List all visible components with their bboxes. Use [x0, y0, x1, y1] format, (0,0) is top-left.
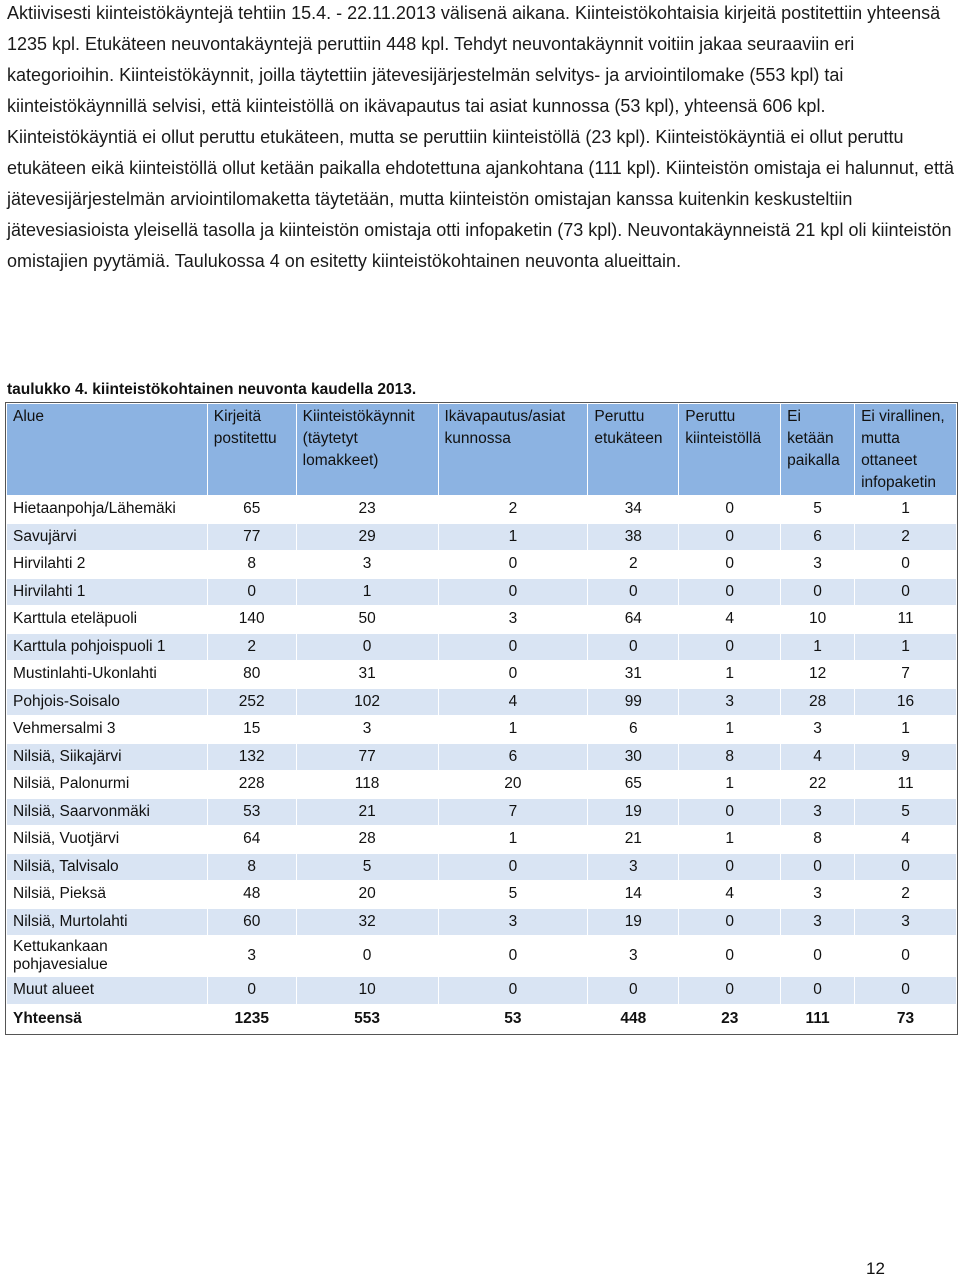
row-value: 0 [588, 633, 679, 661]
row-area-name: Nilsiä, Palonurmi [7, 771, 208, 799]
table-row [7, 853, 957, 881]
table-row [7, 578, 957, 606]
page-number: 12 [866, 1259, 885, 1278]
row-value: 0 [679, 578, 781, 606]
row-value: 3 [296, 551, 438, 579]
row-value: 5 [296, 853, 438, 881]
total-value: 73 [855, 1004, 957, 1033]
row-area-name: Nilsiä, Murtolahti [7, 908, 208, 936]
row-value: 21 [588, 826, 679, 854]
row-value: 4 [679, 881, 781, 909]
row-value: 10 [296, 977, 438, 1005]
row-value: 0 [855, 853, 957, 881]
row-value: 1 [855, 633, 957, 661]
row-value: 3 [781, 908, 855, 936]
row-value: 0 [679, 798, 781, 826]
row-value: 140 [207, 606, 296, 634]
row-value: 31 [296, 661, 438, 689]
total-value: 53 [438, 1004, 588, 1033]
header-alue: Alue [7, 404, 208, 496]
row-value: 0 [438, 578, 588, 606]
row-value: 0 [855, 977, 957, 1005]
total-value: 553 [296, 1004, 438, 1033]
row-area-name: Mustinlahti-Ukonlahti [7, 661, 208, 689]
row-value: 65 [588, 771, 679, 799]
row-value: 0 [438, 633, 588, 661]
row-area-name: Nilsiä, Talvisalo [7, 853, 208, 881]
total-label: Yhteensä [7, 1004, 208, 1033]
total-value: 111 [781, 1004, 855, 1033]
table-row [7, 826, 957, 854]
row-value: 15 [207, 716, 296, 744]
header-ei-ketaan: Ei ketään paikalla [781, 404, 855, 496]
row-area-name: Nilsiä, Siikajärvi [7, 743, 208, 771]
row-value: 8 [207, 551, 296, 579]
row-value: 6 [438, 743, 588, 771]
row-value: 3 [588, 853, 679, 881]
row-value: 118 [296, 771, 438, 799]
row-value: 0 [781, 977, 855, 1005]
row-area-name: Kettukankaan pohjavesialue [7, 936, 208, 977]
row-value: 0 [207, 977, 296, 1005]
row-value: 3 [438, 908, 588, 936]
row-value: 5 [438, 881, 588, 909]
row-value: 1 [438, 826, 588, 854]
row-area-name: Nilsiä, Pieksä [7, 881, 208, 909]
table-row [7, 523, 957, 551]
header-peruttu-kiinteistolla: Peruttu kiinteistöllä [679, 404, 781, 496]
row-value: 1 [679, 771, 781, 799]
row-area-name: Hirvilahti 1 [7, 578, 208, 606]
row-value: 38 [588, 523, 679, 551]
row-value: 0 [207, 578, 296, 606]
row-value: 7 [855, 661, 957, 689]
header-ikavapautus: Ikävapautus/asiat kunnossa [438, 404, 588, 496]
table-row [7, 496, 957, 524]
header-kirjeita: Kirjeitä postitettu [207, 404, 296, 496]
row-value: 0 [781, 853, 855, 881]
table-row [7, 977, 957, 1005]
row-value: 9 [855, 743, 957, 771]
row-value: 12 [781, 661, 855, 689]
row-value: 132 [207, 743, 296, 771]
table-row [7, 551, 957, 579]
row-value: 0 [781, 936, 855, 977]
row-value: 53 [207, 798, 296, 826]
row-value: 2 [588, 551, 679, 579]
row-value: 4 [679, 606, 781, 634]
row-value: 3 [781, 551, 855, 579]
row-area-name: Hirvilahti 2 [7, 551, 208, 579]
row-value: 77 [207, 523, 296, 551]
intro-paragraph: Aktiivisesti kiinteistökäyntejä tehtiin 15.4. - 22.11.2013 välisenä aikana. Kiinteistökohtaisia kirjeitä postitettiin yhteensä 1235 kpl. Etukäteen neuvontakäyntejä peruttiin 448 kpl. Tehdyt neuvontakäynnit voitiin jakaa seuraaviin eri kategorioihin. Kiinteistökäynnit, joilla täytettiin jätevesijärjestelmän selvitys- ja arviointilomake (553 kpl) tai kiinteistökäynnillä selvisi, että kiinteistöllä on ikävapautus tai asiat kunnossa (53 kpl), yhteensä 606 kpl. Kiinteistökäyntiä ei ollut peruttu etukäteen, mutta se peruttiin kiinteistöllä (23 kpl). Kiinteistökäyntiä ei ollut peruttu etukäteen eikä kiinteistöllä ollut ketään paikalla ehdotettuna ajankohtana (111 kpl). Kiinteistön omistaja ei halunnut, että jätevesijärjestelmän arviointilomaketta täytetään, mutta kiinteistön omistajan kanssa kuitenkin keskusteltiin jätevesiasioista yleisellä tasolla ja kiinteistön omistaja otti infopaketin (73 kpl). Neuvontakäynneistä 21 kpl oli kiinteistön omistajien pyytämiä. Taulukossa 4 on esitetty kiinteistökohtainen neuvonta alueittain. [7, 3, 954, 271]
table-row [7, 881, 957, 909]
row-value: 3 [679, 688, 781, 716]
table-row [7, 771, 957, 799]
row-area-name: Nilsiä, Saarvonmäki [7, 798, 208, 826]
row-area-name: Pohjois-Soisalo [7, 688, 208, 716]
row-value: 4 [855, 826, 957, 854]
row-value: 3 [438, 606, 588, 634]
row-value: 50 [296, 606, 438, 634]
row-value: 80 [207, 661, 296, 689]
row-area-name: Hietaanpohja/Lähemäki [7, 496, 208, 524]
row-value: 99 [588, 688, 679, 716]
table-row [7, 798, 957, 826]
row-value: 0 [438, 936, 588, 977]
row-value: 16 [855, 688, 957, 716]
row-value: 60 [207, 908, 296, 936]
row-value: 0 [438, 853, 588, 881]
row-value: 3 [781, 881, 855, 909]
row-value: 29 [296, 523, 438, 551]
row-value: 1 [679, 716, 781, 744]
row-value: 0 [296, 633, 438, 661]
row-value: 64 [207, 826, 296, 854]
row-value: 2 [438, 496, 588, 524]
table-row [7, 716, 957, 744]
row-value: 8 [679, 743, 781, 771]
row-value: 7 [438, 798, 588, 826]
table-caption: taulukko 4. kiinteistökohtainen neuvonta kaudella 2013. [7, 381, 417, 398]
row-value: 3 [296, 716, 438, 744]
row-value: 77 [296, 743, 438, 771]
row-value: 0 [855, 578, 957, 606]
total-value: 448 [588, 1004, 679, 1033]
row-value: 4 [781, 743, 855, 771]
row-area-name: Karttula pohjoispuoli 1 [7, 633, 208, 661]
row-value: 31 [588, 661, 679, 689]
row-value: 3 [855, 908, 957, 936]
row-area-name: Vehmersalmi 3 [7, 716, 208, 744]
row-value: 1 [438, 716, 588, 744]
row-value: 0 [679, 908, 781, 936]
row-value: 0 [679, 523, 781, 551]
row-value: 0 [679, 977, 781, 1005]
table-row [7, 908, 957, 936]
row-value: 3 [781, 716, 855, 744]
row-value: 0 [679, 853, 781, 881]
row-area-name: Karttula eteläpuoli [7, 606, 208, 634]
row-value: 3 [588, 936, 679, 977]
table-row [7, 633, 957, 661]
row-value: 5 [855, 798, 957, 826]
table-row [7, 688, 957, 716]
row-value: 10 [781, 606, 855, 634]
row-value: 0 [679, 496, 781, 524]
row-value: 23 [296, 496, 438, 524]
table-row [7, 606, 957, 634]
row-value: 8 [207, 853, 296, 881]
total-value: 1235 [207, 1004, 296, 1033]
row-value: 28 [781, 688, 855, 716]
row-value: 21 [296, 798, 438, 826]
row-value: 19 [588, 908, 679, 936]
row-value: 1 [296, 578, 438, 606]
row-area-name: Savujärvi [7, 523, 208, 551]
table-total-row [7, 1004, 957, 1033]
row-value: 228 [207, 771, 296, 799]
row-value: 0 [296, 936, 438, 977]
row-value: 2 [207, 633, 296, 661]
row-value: 0 [438, 661, 588, 689]
table-row [7, 661, 957, 689]
row-value: 11 [855, 771, 957, 799]
row-value: 0 [588, 578, 679, 606]
row-value: 28 [296, 826, 438, 854]
row-value: 0 [679, 551, 781, 579]
row-value: 32 [296, 908, 438, 936]
row-value: 3 [207, 936, 296, 977]
row-value: 2 [855, 523, 957, 551]
row-value: 6 [588, 716, 679, 744]
table-row [7, 936, 957, 977]
total-value: 23 [679, 1004, 781, 1033]
row-value: 1 [855, 716, 957, 744]
row-value: 64 [588, 606, 679, 634]
row-value: 19 [588, 798, 679, 826]
row-value: 2 [855, 881, 957, 909]
row-value: 6 [781, 523, 855, 551]
row-value: 1 [438, 523, 588, 551]
row-value: 14 [588, 881, 679, 909]
row-value: 48 [207, 881, 296, 909]
row-value: 3 [781, 798, 855, 826]
row-value: 1 [679, 826, 781, 854]
row-value: 0 [781, 578, 855, 606]
row-value: 0 [438, 977, 588, 1005]
row-value: 5 [781, 496, 855, 524]
header-peruttu-etukateen: Peruttu etukäteen [588, 404, 679, 496]
table-row [7, 743, 957, 771]
row-value: 4 [438, 688, 588, 716]
row-value: 30 [588, 743, 679, 771]
row-value: 1 [855, 496, 957, 524]
header-infopaketti: Ei virallinen, mutta ottaneet infopaketin [855, 404, 957, 496]
row-value: 0 [679, 936, 781, 977]
row-value: 1 [781, 633, 855, 661]
row-value: 0 [438, 551, 588, 579]
row-value: 20 [438, 771, 588, 799]
row-value: 34 [588, 496, 679, 524]
row-area-name: Nilsiä, Vuotjärvi [7, 826, 208, 854]
header-kiinteistokaynnit: Kiinteistökäynnit (täytetyt lomakkeet) [296, 404, 438, 496]
row-value: 1 [679, 661, 781, 689]
row-value: 0 [855, 551, 957, 579]
row-value: 20 [296, 881, 438, 909]
row-value: 8 [781, 826, 855, 854]
row-value: 252 [207, 688, 296, 716]
neuvonta-table [6, 403, 957, 1034]
row-value: 0 [855, 936, 957, 977]
row-value: 11 [855, 606, 957, 634]
row-value: 22 [781, 771, 855, 799]
row-value: 65 [207, 496, 296, 524]
row-value: 0 [679, 633, 781, 661]
row-area-name: Muut alueet [7, 977, 208, 1005]
table-header-row [7, 404, 957, 496]
row-value: 102 [296, 688, 438, 716]
row-value: 0 [588, 977, 679, 1005]
